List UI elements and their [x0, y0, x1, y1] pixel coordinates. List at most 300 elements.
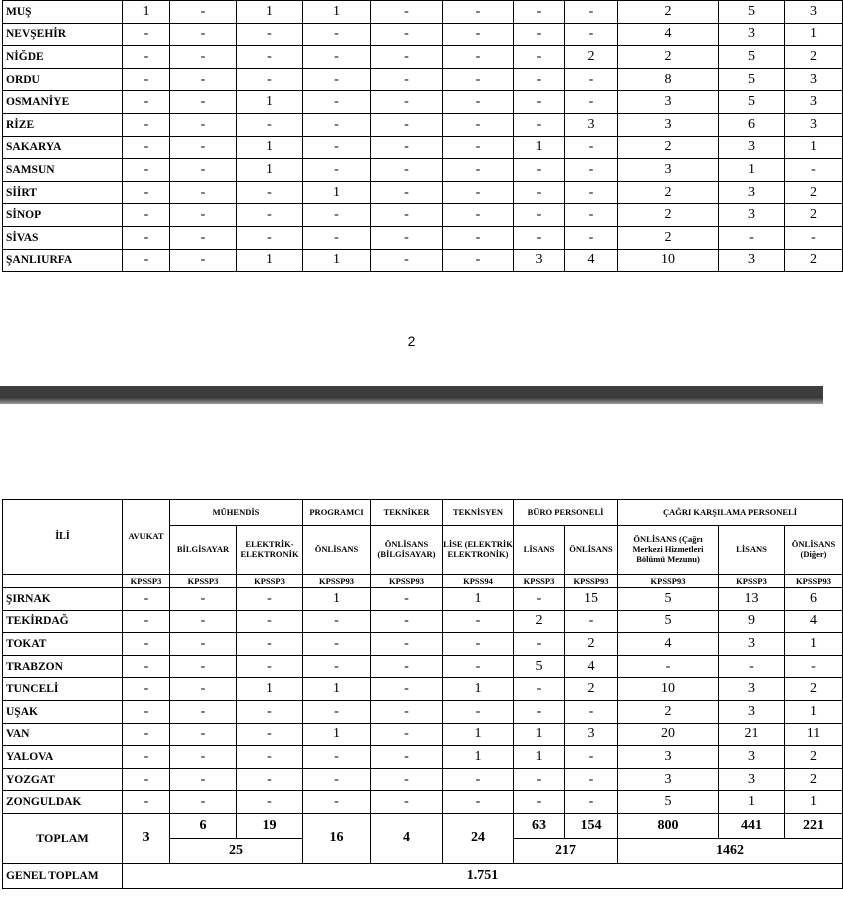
table-cell: 20 — [618, 723, 719, 746]
province-name: TRABZON — [3, 655, 123, 678]
table-row — [3, 723, 843, 746]
table-cell: - — [170, 588, 237, 611]
table-cell: 4 — [785, 610, 843, 633]
header-tekniker: TEKNİKER — [371, 500, 443, 526]
grand-total-value: 1.751 — [123, 863, 843, 888]
page-number: 2 — [407, 333, 416, 349]
total-muhendis-sum: 25 — [170, 838, 303, 863]
table-cell: - — [371, 91, 443, 114]
table-cell: 3 — [719, 181, 785, 204]
header-cagri-lisans: LİSANS — [719, 526, 785, 575]
table-cell: 3 — [719, 204, 785, 227]
table-cell: - — [371, 633, 443, 656]
table-cell: - — [514, 678, 565, 701]
table-cell: - — [123, 23, 170, 46]
table-row — [3, 23, 843, 46]
table-cell: 1 — [303, 1, 371, 24]
table-cell: - — [565, 746, 618, 769]
table-cell: - — [237, 68, 303, 91]
table-cell: 2 — [785, 678, 843, 701]
table-cell: 2 — [565, 633, 618, 656]
table-cell: - — [123, 136, 170, 159]
exam-code-cell: KPSSP3 — [123, 575, 170, 588]
table-cell: 3 — [719, 768, 785, 791]
table-cell: - — [123, 226, 170, 249]
table-cell: - — [303, 746, 371, 769]
header-avukat: AVUKAT — [123, 500, 170, 575]
table-cell: 6 — [719, 113, 785, 136]
table-cell: 11 — [785, 723, 843, 746]
table-cell: - — [303, 46, 371, 69]
table-cell: - — [123, 91, 170, 114]
table-cell: 1 — [785, 136, 843, 159]
table-cell: - — [303, 633, 371, 656]
province-name: UŞAK — [3, 700, 123, 723]
total-cagri-lisans: 441 — [719, 813, 785, 838]
table-cell: - — [123, 768, 170, 791]
table-cell: - — [514, 588, 565, 611]
table-cell: - — [371, 746, 443, 769]
table-cell: 8 — [618, 68, 719, 91]
table-cell: - — [123, 655, 170, 678]
table-cell: - — [237, 723, 303, 746]
exam-code-cell: KPSSP3 — [170, 575, 237, 588]
table-cell: 3 — [565, 113, 618, 136]
table-cell: - — [371, 46, 443, 69]
table-cell: - — [565, 91, 618, 114]
province-name: TOKAT — [3, 633, 123, 656]
table-cell: 1 — [303, 249, 371, 272]
exam-code-cell: KPSSP93 — [565, 575, 618, 588]
total-programci: 16 — [303, 813, 371, 863]
province-name: NİĞDE — [3, 46, 123, 69]
table-cell: - — [371, 588, 443, 611]
header-buro-onlisans: ÖNLİSANS — [565, 526, 618, 575]
table-cell: 2 — [514, 610, 565, 633]
table-cell: - — [514, 633, 565, 656]
table-cell: - — [303, 610, 371, 633]
table-cell: - — [443, 226, 514, 249]
table-cell: - — [303, 700, 371, 723]
province-name: YOZGAT — [3, 768, 123, 791]
table-cell: - — [237, 791, 303, 814]
table-cell: - — [170, 723, 237, 746]
table-cell: - — [565, 136, 618, 159]
table-cell: 2 — [785, 181, 843, 204]
total-buro-onlisans: 154 — [565, 813, 618, 838]
table-cell: 2 — [565, 46, 618, 69]
table-cell: 1 — [237, 91, 303, 114]
table-cell: - — [123, 723, 170, 746]
table-cell: - — [303, 204, 371, 227]
table-cell: 5 — [618, 610, 719, 633]
exam-code-cell: KPSSP3 — [237, 575, 303, 588]
table-cell: - — [123, 113, 170, 136]
table-cell: - — [371, 249, 443, 272]
table-cell: - — [443, 113, 514, 136]
table-row — [3, 746, 843, 769]
table-cell: 1 — [303, 678, 371, 701]
table-cell: - — [237, 204, 303, 227]
table-cell: - — [123, 746, 170, 769]
exam-code-cell: KPSS94 — [443, 575, 514, 588]
table-cell: - — [123, 249, 170, 272]
table-row — [3, 181, 843, 204]
table-cell: - — [443, 700, 514, 723]
table-cell: - — [123, 791, 170, 814]
table-cell: 2 — [785, 746, 843, 769]
table-cell: 3 — [565, 723, 618, 746]
province-name: SİVAS — [3, 226, 123, 249]
table-cell: - — [237, 46, 303, 69]
table-cell: - — [371, 791, 443, 814]
table-cell: 21 — [719, 723, 785, 746]
province-name: OSMANİYE — [3, 91, 123, 114]
table-cell: 3 — [785, 68, 843, 91]
table-row — [3, 633, 843, 656]
table-cell: - — [123, 204, 170, 227]
table-cell: - — [170, 249, 237, 272]
table-cell: - — [303, 23, 371, 46]
table-cell: 5 — [719, 68, 785, 91]
table-cell: - — [170, 91, 237, 114]
province-name: TEKİRDAĞ — [3, 610, 123, 633]
table-cell: - — [371, 700, 443, 723]
table-cell: - — [237, 226, 303, 249]
table-cell: - — [123, 678, 170, 701]
table-cell: - — [514, 46, 565, 69]
table-cell: 1 — [303, 723, 371, 746]
province-name: NEVŞEHİR — [3, 23, 123, 46]
page-separator — [0, 386, 823, 404]
table-cell: 3 — [719, 746, 785, 769]
province-name: MUŞ — [3, 1, 123, 24]
table-cell: 3 — [618, 113, 719, 136]
table-cell: - — [785, 226, 843, 249]
table-cell: - — [514, 23, 565, 46]
table-cell: 1 — [237, 249, 303, 272]
province-name: VAN — [3, 723, 123, 746]
table-cell: - — [170, 204, 237, 227]
exam-code-cell: KPSSP93 — [303, 575, 371, 588]
table-cell: 2 — [785, 768, 843, 791]
header-cagri-karsilama: ÇAĞRI KARŞILAMA PERSONELİ — [618, 500, 843, 526]
table-cell: - — [514, 700, 565, 723]
table-cell: 2 — [618, 226, 719, 249]
table-cell: - — [170, 113, 237, 136]
table-cell: - — [565, 23, 618, 46]
table-cell: - — [237, 700, 303, 723]
province-name: SAKARYA — [3, 136, 123, 159]
total-cagri-sum: 1462 — [618, 838, 843, 863]
province-name: SİNOP — [3, 204, 123, 227]
table-cell: - — [170, 1, 237, 24]
table-cell: - — [785, 655, 843, 678]
table-cell: - — [170, 23, 237, 46]
table-cell: - — [303, 226, 371, 249]
table-cell: - — [170, 181, 237, 204]
table-cell: - — [237, 610, 303, 633]
table-row — [3, 1, 843, 24]
table-cell: 3 — [618, 159, 719, 182]
table-cell: 2 — [618, 136, 719, 159]
table-cell: - — [443, 1, 514, 24]
table-cell: - — [170, 655, 237, 678]
header-teknisyen-lise: LİSE (ELEKTRİK ELEKTRONİK) — [443, 526, 514, 575]
top-data-table — [2, 0, 843, 272]
table-cell: - — [443, 610, 514, 633]
table-cell: 3 — [785, 113, 843, 136]
total-elektrik: 19 — [237, 813, 303, 838]
table-cell: - — [514, 91, 565, 114]
table-cell: 1 — [237, 678, 303, 701]
table-cell: - — [371, 68, 443, 91]
table-cell: - — [303, 159, 371, 182]
province-name: RİZE — [3, 113, 123, 136]
table-cell: - — [371, 204, 443, 227]
table-cell: 1 — [719, 791, 785, 814]
province-name: YALOVA — [3, 746, 123, 769]
table-cell: 1 — [514, 723, 565, 746]
table-cell: - — [443, 159, 514, 182]
table-cell: 2 — [785, 46, 843, 69]
header-cagri-onlisans-diger: ÖNLİSANS (Diğer) — [785, 526, 843, 575]
table-row — [3, 791, 843, 814]
table-cell: 1 — [443, 678, 514, 701]
table-cell: - — [123, 633, 170, 656]
table-cell: - — [123, 610, 170, 633]
table-cell: - — [371, 678, 443, 701]
table-cell: - — [371, 655, 443, 678]
table-cell: 1 — [443, 723, 514, 746]
table-cell: 1 — [719, 159, 785, 182]
table-cell: 3 — [719, 23, 785, 46]
table-cell: 3 — [618, 768, 719, 791]
table-cell: 1 — [303, 588, 371, 611]
province-name: ORDU — [3, 68, 123, 91]
table-cell: 2 — [618, 181, 719, 204]
table-cell: 3 — [618, 746, 719, 769]
total-cagri-diger: 221 — [785, 813, 843, 838]
total-buro-sum: 217 — [514, 838, 618, 863]
province-name: SİİRT — [3, 181, 123, 204]
table-cell: 1 — [514, 746, 565, 769]
table-cell: - — [237, 633, 303, 656]
table-cell: 1 — [237, 136, 303, 159]
total-teknisyen: 24 — [443, 813, 514, 863]
table-cell: 9 — [719, 610, 785, 633]
header-teknisyen: TEKNİSYEN — [443, 500, 514, 526]
table-cell: 1 — [785, 791, 843, 814]
table-cell: 3 — [785, 1, 843, 24]
total-cagri-onlisans: 800 — [618, 813, 719, 838]
table-row — [3, 136, 843, 159]
table-cell: - — [303, 91, 371, 114]
table-cell: - — [237, 746, 303, 769]
table-cell: - — [371, 768, 443, 791]
table-cell: - — [170, 610, 237, 633]
table-cell: - — [443, 68, 514, 91]
table-cell: - — [514, 204, 565, 227]
table-cell: - — [237, 655, 303, 678]
table-row — [3, 159, 843, 182]
table-cell: - — [443, 181, 514, 204]
table-cell: 5 — [719, 46, 785, 69]
table-cell: 3 — [785, 91, 843, 114]
table-cell: - — [123, 588, 170, 611]
table-cell: - — [514, 113, 565, 136]
table-cell: - — [514, 1, 565, 24]
header-tekniker-onlisans: ÖNLİSANS (BİLGİSAYAR) — [371, 526, 443, 575]
total-tekniker: 4 — [371, 813, 443, 863]
table-cell: 5 — [618, 588, 719, 611]
table-cell: 5 — [514, 655, 565, 678]
table-cell: - — [170, 746, 237, 769]
table-cell: 4 — [618, 23, 719, 46]
table-cell: - — [170, 226, 237, 249]
table-cell: - — [443, 791, 514, 814]
table-cell: 2 — [618, 1, 719, 24]
table-cell: - — [443, 655, 514, 678]
table-cell: 3 — [719, 700, 785, 723]
province-name: ŞIRNAK — [3, 588, 123, 611]
header-programci-onlisans: ÖNLİSANS — [303, 526, 371, 575]
total-buro-lisans: 63 — [514, 813, 565, 838]
table-cell: 3 — [719, 249, 785, 272]
table-cell: - — [719, 226, 785, 249]
table-cell: 2 — [618, 700, 719, 723]
table-cell: - — [170, 633, 237, 656]
exam-code-cell: KPSSP93 — [618, 575, 719, 588]
header-elektrik-elektronik: ELEKTRİK-ELEKTRONİK — [237, 526, 303, 575]
table-cell: - — [371, 610, 443, 633]
table-cell: - — [170, 159, 237, 182]
table-cell: - — [565, 610, 618, 633]
total-bilgisayar: 6 — [170, 813, 237, 838]
table-cell: 3 — [719, 678, 785, 701]
table-row — [3, 68, 843, 91]
table-row — [3, 113, 843, 136]
table-cell: 5 — [719, 1, 785, 24]
table-cell: - — [303, 655, 371, 678]
table-row — [3, 610, 843, 633]
table-cell: - — [443, 23, 514, 46]
table-cell: - — [443, 91, 514, 114]
table-cell: - — [443, 249, 514, 272]
table-row — [3, 46, 843, 69]
totals-label: TOPLAM — [3, 813, 123, 863]
table-cell: 3 — [719, 136, 785, 159]
table-row — [3, 588, 843, 611]
province-name: ŞANLIURFA — [3, 249, 123, 272]
table-cell: - — [123, 46, 170, 69]
table-cell: - — [443, 204, 514, 227]
table-cell: 10 — [618, 249, 719, 272]
table-cell: 1 — [123, 1, 170, 24]
exam-code-cell: KPSSP93 — [785, 575, 843, 588]
table-cell: - — [170, 46, 237, 69]
table-cell: 2 — [565, 678, 618, 701]
table-cell: - — [514, 159, 565, 182]
table-cell: 3 — [514, 249, 565, 272]
table-cell: 2 — [785, 249, 843, 272]
table-cell: - — [170, 791, 237, 814]
table-cell: - — [237, 181, 303, 204]
table-cell: 3 — [719, 633, 785, 656]
grand-total-label: GENEL TOPLAM — [3, 863, 123, 888]
table-cell: 1 — [237, 159, 303, 182]
table-cell: - — [514, 226, 565, 249]
table-row — [3, 204, 843, 227]
table-cell: - — [565, 181, 618, 204]
table-cell: - — [170, 136, 237, 159]
header-ili: İLİ — [3, 500, 123, 575]
bottom-data-table — [2, 499, 843, 889]
table-cell: - — [514, 68, 565, 91]
table-cell: - — [514, 181, 565, 204]
table-cell: 2 — [785, 204, 843, 227]
exam-code-cell: KPSSP93 — [371, 575, 443, 588]
table-cell: - — [371, 1, 443, 24]
header-programci: PROGRAMCI — [303, 500, 371, 526]
province-name: ZONGULDAK — [3, 791, 123, 814]
table-cell: - — [371, 226, 443, 249]
table-cell: - — [303, 768, 371, 791]
table-cell: 10 — [618, 678, 719, 701]
table-row — [3, 678, 843, 701]
table-row — [3, 655, 843, 678]
table-cell: - — [371, 113, 443, 136]
table-cell: 1 — [785, 23, 843, 46]
header-bilgisayar: BİLGİSAYAR — [170, 526, 237, 575]
table-cell: - — [123, 700, 170, 723]
table-cell: - — [303, 791, 371, 814]
table-cell: - — [443, 768, 514, 791]
exam-code-cell: KPSSP3 — [719, 575, 785, 588]
table-row — [3, 226, 843, 249]
table-cell: - — [371, 136, 443, 159]
table-cell: - — [303, 136, 371, 159]
table-cell: - — [618, 655, 719, 678]
table-cell: 1 — [785, 700, 843, 723]
table-cell: 1 — [303, 181, 371, 204]
table-cell: - — [371, 23, 443, 46]
table-cell: - — [565, 791, 618, 814]
header-muhendis: MÜHENDİS — [170, 500, 303, 526]
table-cell: - — [303, 68, 371, 91]
header-buro-lisans: LİSANS — [514, 526, 565, 575]
header-cagri-onlisans: ÖNLİSANS (Çağrı Merkezi Hizmetleri Bölümü Mezunu) — [618, 526, 719, 575]
table-cell: - — [565, 68, 618, 91]
table-cell: - — [123, 181, 170, 204]
table-cell: - — [170, 678, 237, 701]
province-name: TUNCELİ — [3, 678, 123, 701]
table-cell: - — [237, 768, 303, 791]
table-cell: 5 — [618, 791, 719, 814]
header-buro-personeli: BÜRO PERSONELİ — [514, 500, 618, 526]
table-cell: - — [371, 181, 443, 204]
code-cell-empty — [3, 575, 123, 588]
table-cell: - — [565, 226, 618, 249]
table-row — [3, 700, 843, 723]
table-cell: - — [514, 768, 565, 791]
table-cell: 2 — [618, 204, 719, 227]
table-cell: 1 — [785, 633, 843, 656]
table-cell: - — [443, 136, 514, 159]
table-cell: 6 — [785, 588, 843, 611]
table-cell: 5 — [719, 91, 785, 114]
total-avukat: 3 — [123, 813, 170, 863]
